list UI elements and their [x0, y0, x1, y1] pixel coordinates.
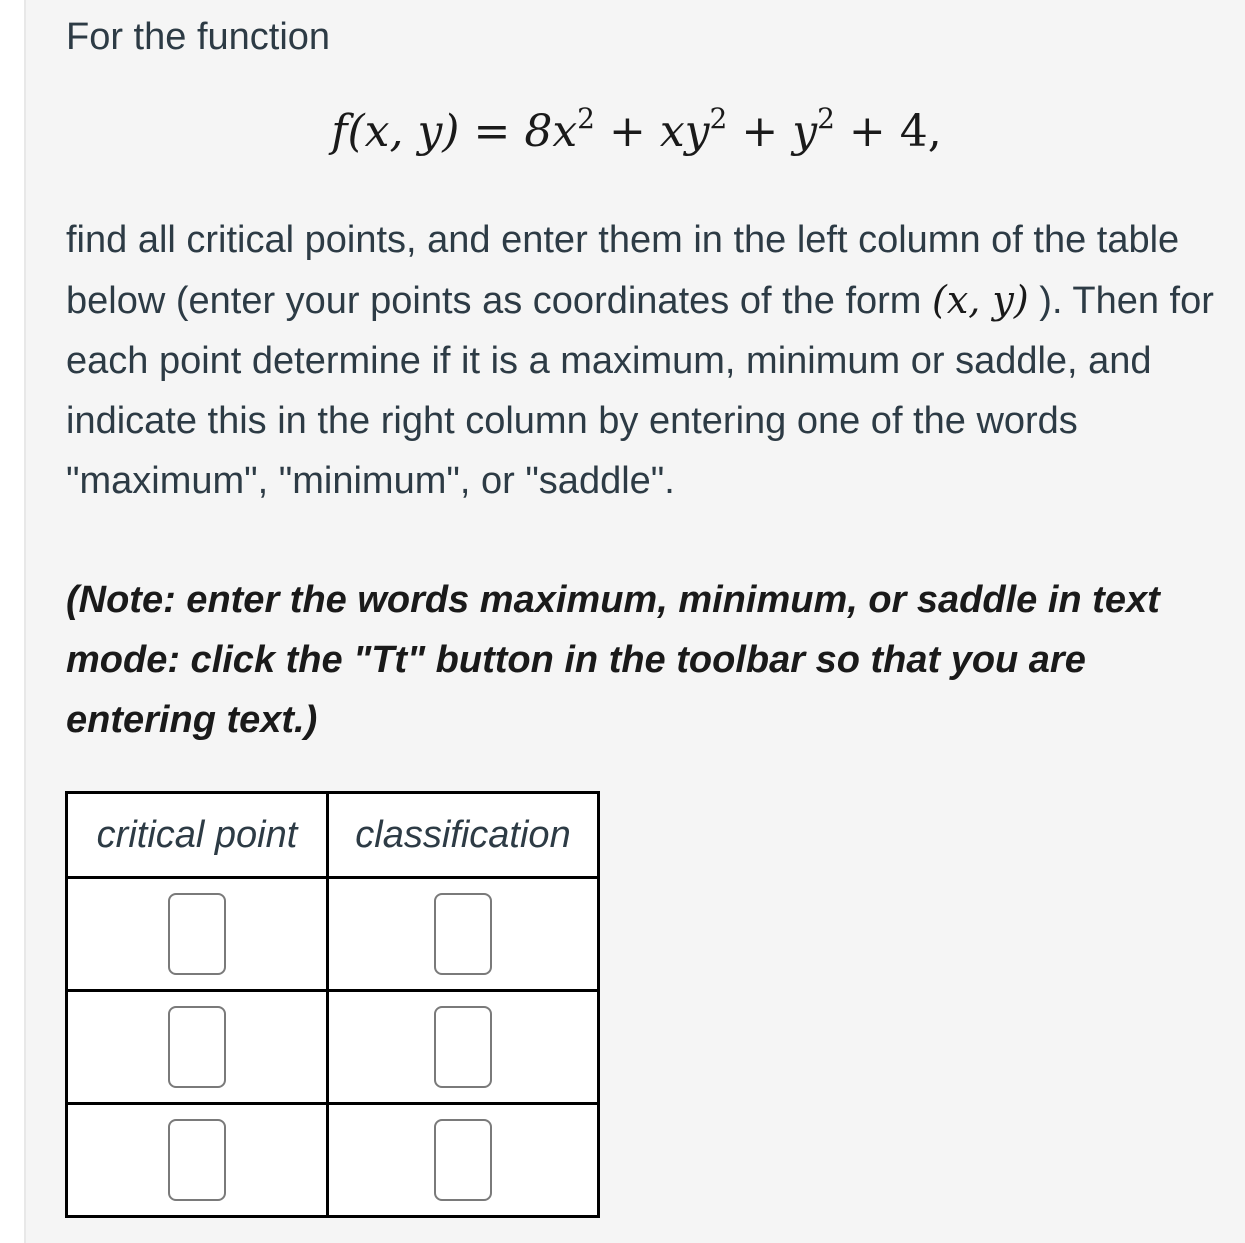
critical-point-cell [67, 1104, 328, 1217]
classification-cell [328, 878, 599, 991]
formula-term2: xy [659, 106, 710, 157]
critical-point-input-2[interactable] [168, 1006, 226, 1088]
header-critical-point: critical point [67, 793, 328, 878]
table-header-row [67, 793, 599, 878]
question-note: (Note: enter the words maximum, minimum, or saddle in text mode: click the "Tt" button in the toolbar so that you are entering text.) [66, 579, 1160, 741]
formula-term3: y [792, 106, 818, 157]
instructions-part1: find all critical points, and enter them in the left column of the table below (enter your points as coordinates of the form [66, 219, 1180, 322]
answer-table [65, 791, 600, 1218]
critical-point-cell [67, 878, 328, 991]
classification-input-1[interactable] [434, 893, 492, 975]
function-formula [26, 100, 1245, 164]
classification-cell [328, 1104, 599, 1217]
formula-exponent2: 2 [709, 102, 728, 135]
instructions-part2: ). Then for each point determine if it is a maximum, minimum or saddle, and indicate this in the right column by entering one of the words "maximum", "minimum", or "saddle". [66, 280, 1214, 502]
question-instructions [66, 210, 1226, 511]
formula-lhs: f(x, y) [331, 106, 460, 157]
table-row [67, 1104, 599, 1217]
question-panel [24, 0, 1245, 1243]
formula-term1: 8x [524, 106, 578, 157]
classification-input-2[interactable] [434, 1006, 492, 1088]
formula-plus1: + [608, 106, 646, 157]
formula-plus2: + [741, 106, 779, 157]
formula-exponent1: 2 [577, 102, 595, 135]
formula-equals: = [473, 106, 511, 157]
formula-constant: 4, [899, 106, 942, 157]
inline-math-xy: (x, y) [932, 278, 1029, 322]
critical-point-input-3[interactable] [168, 1119, 226, 1201]
critical-point-cell [67, 991, 328, 1104]
classification-input-3[interactable] [434, 1119, 492, 1201]
formula-exponent3: 2 [817, 102, 835, 135]
classification-cell [328, 991, 599, 1104]
table-row [67, 991, 599, 1104]
question-intro: For the function [66, 16, 331, 58]
formula-plus3: + [848, 106, 886, 157]
critical-point-input-1[interactable] [168, 893, 226, 975]
header-classification: classification [328, 793, 599, 878]
table-row [67, 878, 599, 991]
